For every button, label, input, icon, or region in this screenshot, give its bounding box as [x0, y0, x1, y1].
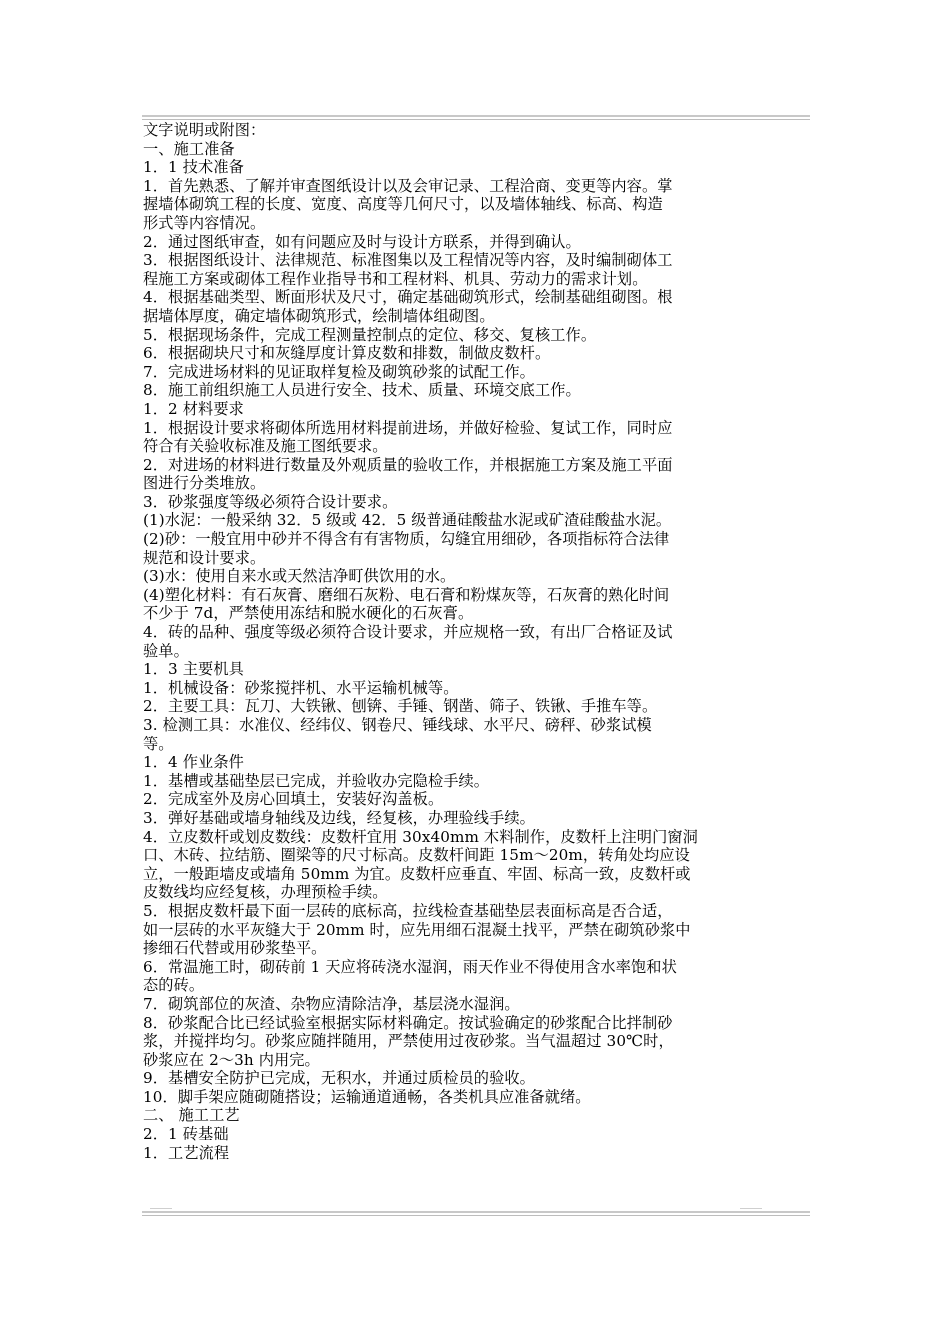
text-line: 态的砖。 — [143, 976, 205, 995]
text-line: 4．根据基础类型、断面形状及尺寸，确定基础砌筑形式，绘制基础组砌图。根 — [143, 288, 673, 307]
text-line: 3．根据图纸设计、法律规范、标准图集以及工程情况等内容，及时编制砌体工 — [143, 251, 673, 270]
text-line: 不少于 7d，严禁使用冻结和脱水硬化的石灰膏。 — [143, 604, 474, 623]
text-line: 1．首先熟悉、了解并审查图纸设计以及会审记录、工程洽商、变更等内容。掌 — [143, 176, 673, 195]
text-line: 9．基槽安全防护已完成，无积水，并通过质检员的验收。 — [143, 1069, 535, 1088]
text-line: 2．对进场的材料进行数量及外观质量的验收工作，并根据施工方案及施工平面 — [143, 455, 673, 474]
text-line: 规范和设计要求。 — [143, 548, 266, 567]
text-line: 7．砌筑部位的灰渣、杂物应清除洁净，基层浇水湿润。 — [143, 994, 520, 1013]
text-line: 形式等内容情况。 — [143, 213, 266, 232]
text-line: 立，一般距墙皮或墙角 50mm 为宜。皮数杆应垂直、牢固、标高一致，皮数杆或 — [143, 864, 691, 883]
text-line: 据墙体厚度，确定墙体砌筑形式，绘制墙体组砌图。 — [143, 306, 495, 325]
text-line: 砂浆应在 2～3h 内用完。 — [143, 1050, 320, 1069]
text-line: 6．常温施工时，砌砖前 1 天应将砖浇水湿润，雨天作业不得使用含水率饱和状 — [143, 957, 677, 976]
text-line: 2．主要工具：瓦刀、大铁锹、刨锛、手锤、钢凿、筛子、铁锹、手推车等。 — [143, 697, 658, 716]
text-line: 3. 检测工具：水准仪、经纬仪、钢卷尺、锤线球、水平尺、磅秤、砂浆试模 — [143, 716, 652, 734]
text-line: (1)水泥：一般采纳 32．5 级或 42．5 级普通硅酸盐水泥或矿渣硅酸盐水泥。 — [143, 511, 672, 530]
text-line: 图进行分类堆放。 — [143, 474, 266, 493]
text-line: 如一层砖的水平灰缝大于 20mm 时，应先用细石混凝土找平，严禁在砌筑砂浆中 — [143, 920, 691, 939]
top-border-line-inner — [142, 119, 810, 120]
text-line: 浆，并搅拌均匀。砂浆应随拌随用，严禁使用过夜砂浆。当气温超过 30℃时， — [143, 1032, 674, 1051]
text-line: 10．脚手架应随砌随搭设；运输通道通畅，各类机具应准备就绪。 — [143, 1087, 591, 1106]
text-line: 5．根据皮数杆最下面一层砖的底标高，拉线检查基础垫层表面标高是否合适， — [143, 901, 673, 920]
text-line: 1．根据设计要求将砌体所选用材料提前进场，并做好检验、复试工作，同时应 — [143, 418, 673, 437]
text-line: 2．完成室外及房心回填土，安装好沟盖板。 — [143, 790, 444, 809]
text-line: (4)塑化材料：有石灰膏、磨细石灰粉、电石膏和粉煤灰等，石灰膏的熟化时间 — [143, 585, 670, 604]
text-line: 等。 — [143, 734, 174, 753]
text-line: 1．基槽或基础垫层已完成，并验收办完隐检手续。 — [143, 771, 490, 790]
text-line: 掺细石代替或用砂浆垫平。 — [143, 939, 327, 958]
text-line: 2．通过图纸审查，如有问题应及时与设计方联系，并得到确认。 — [143, 232, 581, 251]
text-line: 8．砂浆配合比已经试验室根据实际材料确定。按试验确定的砂浆配合比拌制砂 — [143, 1013, 673, 1032]
text-line: 1．工艺流程 — [143, 1143, 230, 1162]
text-line: 一、施工准备 — [143, 139, 235, 158]
text-line: 4．砖的品种、强度等级必须符合设计要求，并应规格一致，有出厂合格证及试 — [143, 623, 673, 642]
text-line: (3)水：使用自来水或天然洁净町供饮用的水。 — [143, 567, 456, 586]
text-line: 3．砂浆强度等级必须符合设计要求。 — [143, 492, 398, 511]
text-line: 3．弹好基础或墙身轴线及边线，经复核，办理验线手续。 — [143, 808, 535, 827]
text-line: 5．根据现场条件，完成工程测量控制点的定位、移交、复核工作。 — [143, 325, 597, 344]
text-line: 1．机械设备：砂浆搅拌机、水平运输机械等。 — [143, 678, 459, 697]
text-line: 1．3 主要机具 — [143, 660, 244, 679]
text-line: 7．完成进场材料的见证取样复检及砌筑砂浆的试配工作。 — [143, 362, 535, 381]
text-line: 口、木砖、拉结筋、圈梁等的尺寸标高。皮数杆间距 15m～20m，转角处均应设 — [143, 846, 690, 865]
footer-mark-left — [150, 1208, 172, 1209]
text-line: 二、 施工工艺 — [143, 1106, 240, 1125]
text-line: 4．立皮数杆或划皮数线：皮数杆宜用 30x40mm 木料制作，皮数杆上注明门窗洞 — [143, 827, 698, 846]
text-line: 1．2 材料要求 — [143, 399, 244, 418]
text-line: 2．1 砖基础 — [143, 1125, 229, 1144]
text-line: 1．4 作业条件 — [143, 753, 244, 772]
text-line: 符合有关验收标准及施工图纸要求。 — [143, 437, 388, 456]
text-line: 程施工方案或砌体工程作业指导书和工程材料、机具、劳动力的需求计划。 — [143, 269, 648, 288]
text-line: 皮数线均应经复核，办理预检手续。 — [143, 883, 388, 902]
text-line: 验单。 — [143, 641, 189, 660]
text-line: 握墙体砌筑工程的长度、宽度、高度等几何尺寸，以及墙体轴线、标高、构造 — [143, 195, 663, 214]
bottom-border-line — [142, 1211, 810, 1213]
text-line: 8．施工前组织施工人员进行安全、技术、质量、环境交底工作。 — [143, 381, 581, 400]
document-body — [143, 121, 811, 1162]
bottom-border-line-inner — [142, 1215, 810, 1216]
footer-mark-right — [740, 1208, 762, 1209]
top-border-line — [142, 115, 810, 117]
text-line: 6．根据砌块尺寸和灰缝厚度计算皮数和排数，制做皮数杆。 — [143, 344, 551, 363]
text-line: 文字说明或附图： — [143, 121, 266, 139]
text-line: 1．1 技术准备 — [143, 158, 244, 177]
text-line: (2)砂：一般宜用中砂并不得含有有害物质，勾缝宜用细砂，各项指标符合法律 — [143, 530, 670, 549]
